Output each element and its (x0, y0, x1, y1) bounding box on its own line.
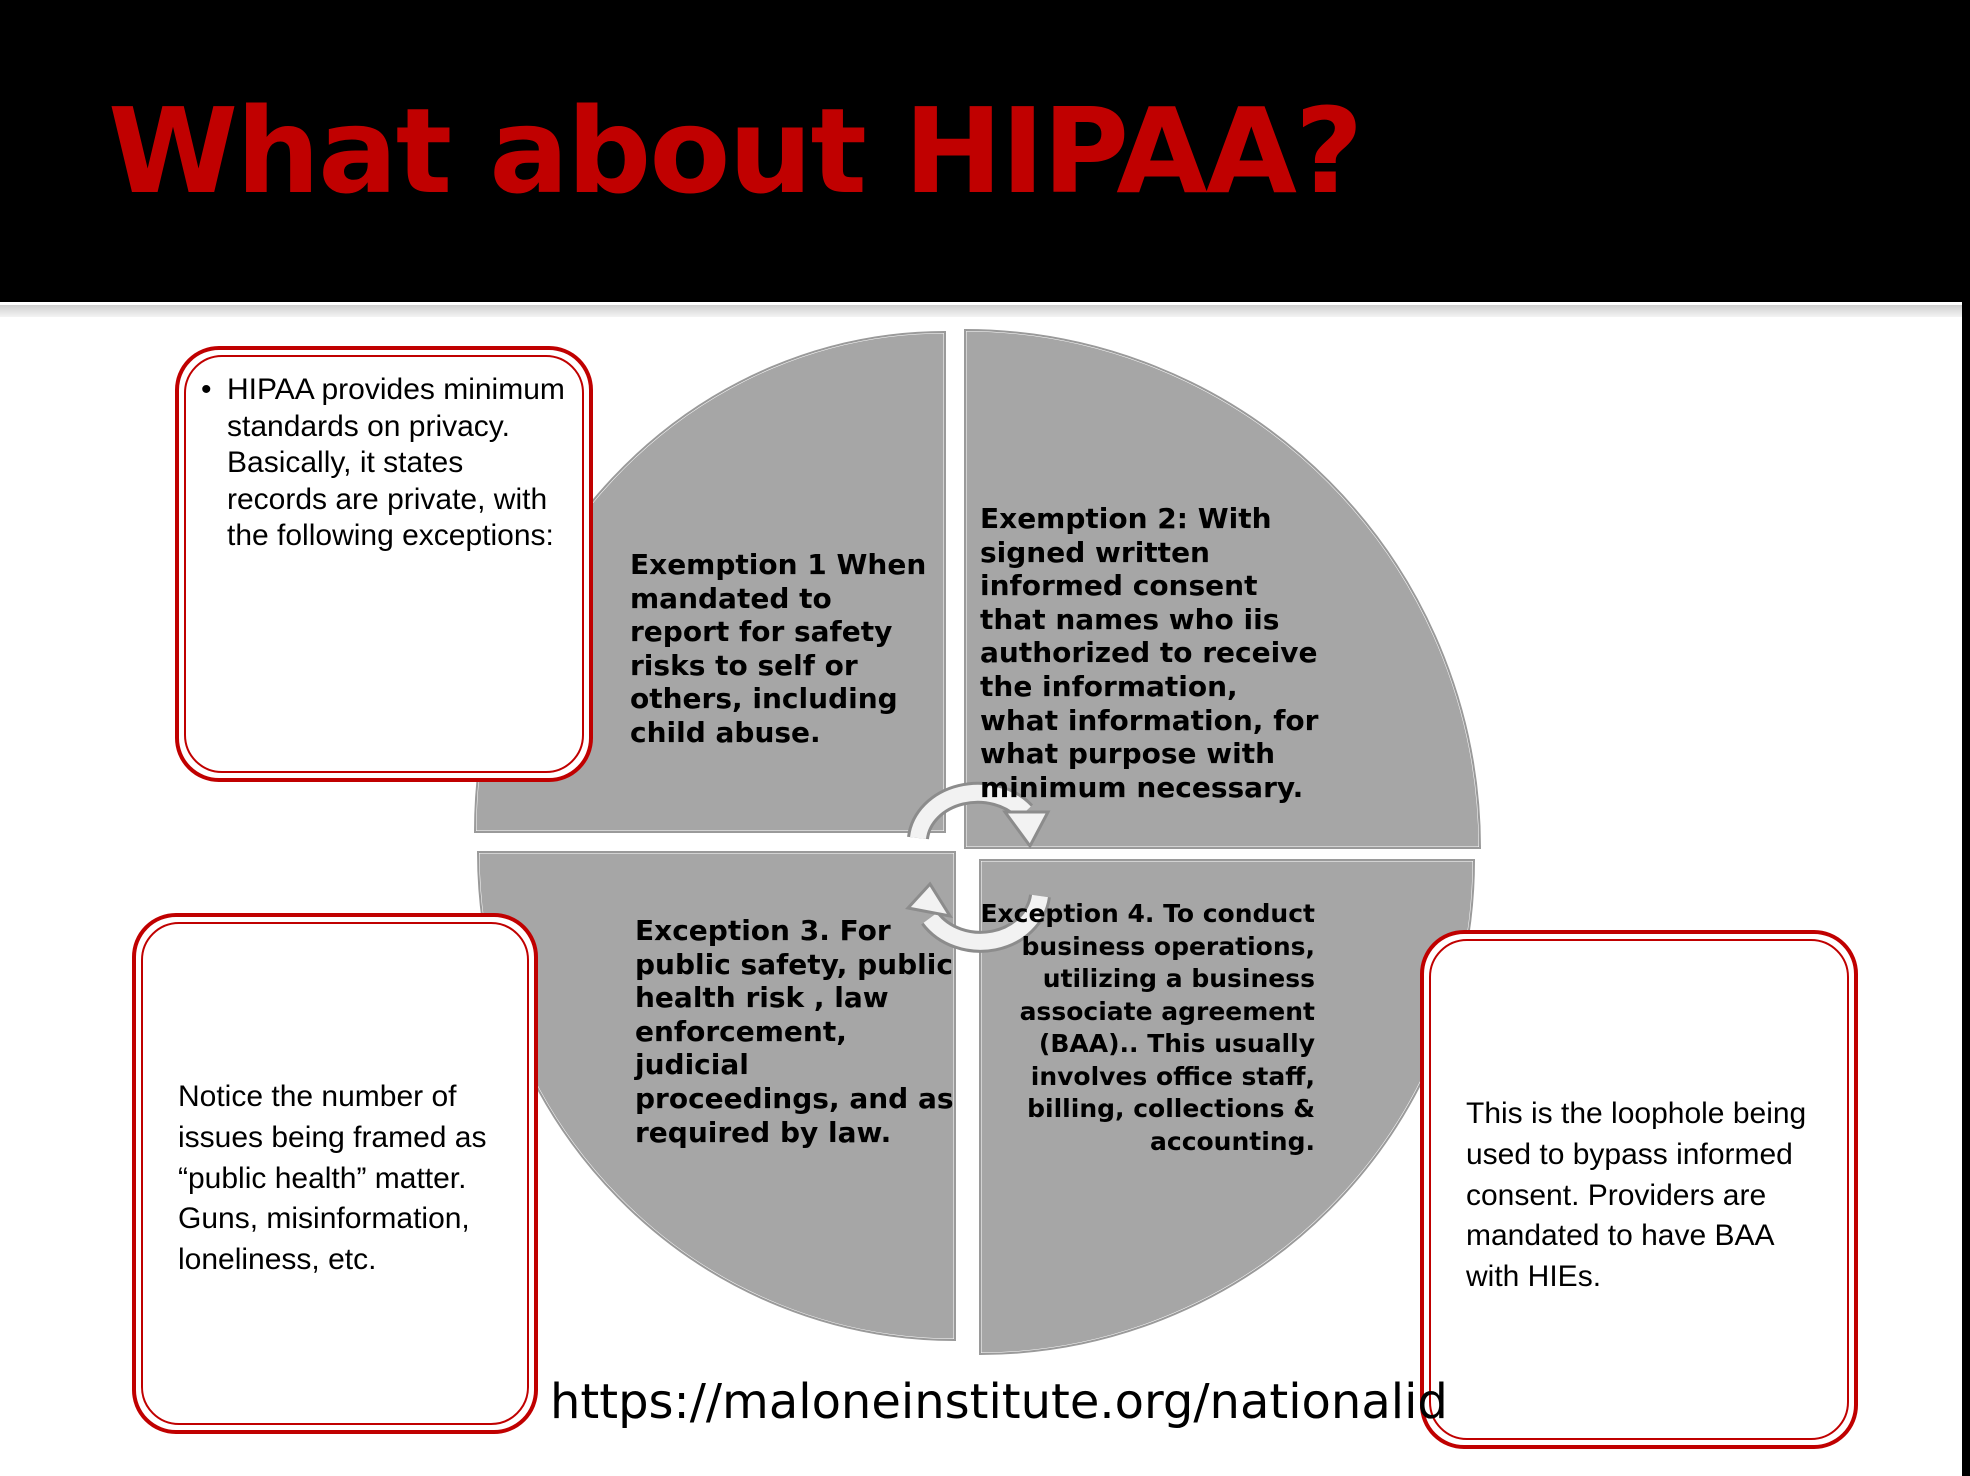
public-health-note-text: Notice the number of issues being framed as “public health” matter. Guns, misinformation, loneliness, etc. (178, 1080, 487, 1277)
loophole-note-box (1420, 930, 1858, 1449)
source-url: https://maloneinstitute.org/nationalid (550, 1374, 1448, 1430)
slide-title: What about HIPAA? (108, 82, 1362, 220)
quadrant-top-left-text: Exemption 1 When mandated to report for safety risks to self or others, including child abuse. (630, 548, 927, 749)
quadrant-bottom-left-text: Exception 3. For public safety, public health risk , law enforcement, judicial proceedings, and as required by law. (635, 914, 954, 1149)
public-health-note-box (132, 913, 538, 1434)
intro-note-text: HIPAA provides minimum standards on privacy. Basically, it states records are private, with the following exceptions: (227, 373, 565, 553)
quadrant-bottom-right-text: Exception 4. To conduct business operations, utilizing a business associate agreement (BAA).. This usually involves office staff, billing, collections & accounting. (980, 899, 1315, 1156)
bullet-marker: • (201, 373, 212, 406)
intro-note-box (175, 346, 593, 782)
quadrant-top-right-text: Exemption 2: With signed written informed consent that names who iis authorized to receive the information, what information, for what purpose with minimum necessary. (980, 502, 1319, 804)
loophole-note-text: This is the loophole being used to bypass informed consent. Providers are mandated to have BAA with HIEs. (1466, 1097, 1807, 1294)
